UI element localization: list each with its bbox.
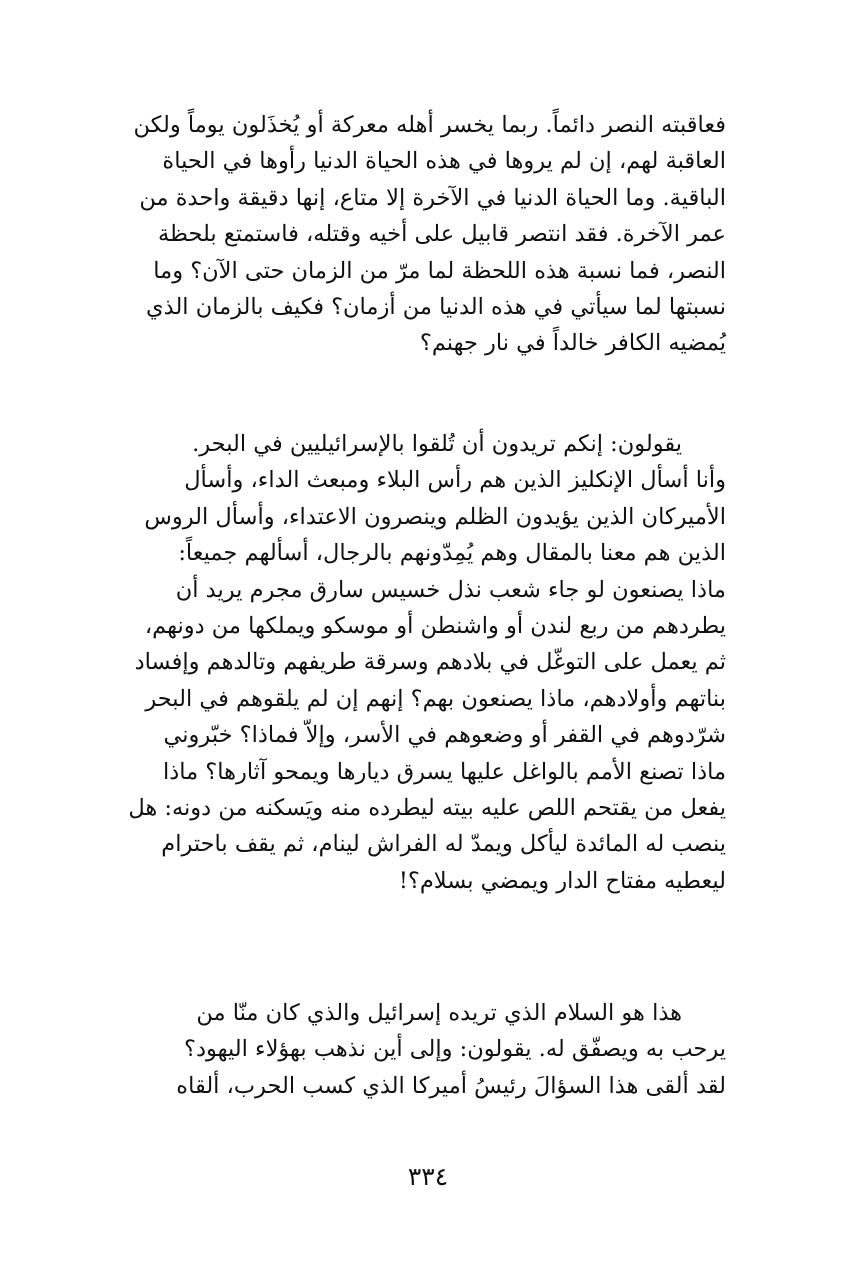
text-line: شرّدوهم في القفر أو وضعوهم في الأسر، وإلاّ فماذا؟ خبّروني xyxy=(163,722,726,749)
text-line: عمر الآخرة. فقد انتصر قابيل على أخيه وقتله، فاستمتع بلحظة xyxy=(157,221,726,248)
text-line: الباقية. وما الحياة الدنيا في الآخرة إلا متاع، إنها دقيقة واحدة من xyxy=(139,184,726,211)
text-line: الذين هم معنا بالمقال وهم يُمِدّونهم بالرجال، أسألهم جميعاً: xyxy=(178,540,726,567)
text-line: وأنا أسأل الإنكليز الذين هم رأس البلاء ومبعث الداء، وأسأل xyxy=(184,467,726,494)
paragraph-1 xyxy=(116,107,726,362)
text-line: ماذا تصنع الأمم بالواغل عليها يسرق ديارها ويمحو آثارها؟ ماذا xyxy=(162,758,726,785)
text-line: يُمضيه الكافر خالداً في نار جهنم؟ xyxy=(419,330,726,357)
text-line: يفعل من يقتحم اللص عليه بيته ليطرده منه ويَسكنه من دونه: هل xyxy=(128,795,726,822)
text-line: ينصب له المائدة ليأكل ويمدّ له الفراش لينام، ثم يقف باحترام xyxy=(161,831,726,858)
text-line: يطردهم من ربع لندن أو واشنطن أو موسكو ويملكها من دونهم، xyxy=(144,613,726,640)
text-line: الأميركان الذين يؤيدون الظلم وينصرون الاعتداء، وأسأل الروس xyxy=(144,503,726,530)
paragraph-2 xyxy=(116,426,726,899)
paragraph-3 xyxy=(116,995,726,1104)
text-line: فعاقبته النصر دائماً. ربما يخسر أهله معركة أو يُخذَلون يوماً ولكن xyxy=(133,112,726,138)
text-line: ثم يعمل على التوغّل في بلادهم وسرقة طريفهم وتالدهم وإفساد xyxy=(134,649,726,676)
text-line: ليعطيه مفتاح الدار ويمضي بسلام؟! xyxy=(398,867,726,894)
text-line: يقولون: إنكم تريدون أن تُلقوا بالإسرائيليين في البحر. xyxy=(192,431,682,457)
text-line: العاقبة لهم، إن لم يروها في هذه الحياة الدنيا رأوها في الحياة xyxy=(162,148,726,175)
text-line: النصر، فما نسبة هذه اللحظة لما مرّ من الزمان حتى الآن؟ وما xyxy=(153,257,726,284)
text-line: يرحب به ويصفّق له. يقولون: وإلى أين نذهب بهؤلاء اليهود؟ xyxy=(184,1036,726,1063)
text-line: لقد ألقى هذا السؤالَ رئيسُ أميركا الذي كسب الحرب، ألقاه xyxy=(176,1072,726,1099)
text-line: بناتهم وأولادهم، ماذا يصنعون بهم؟ إنهم إن لم يلقوهم في البحر xyxy=(145,685,726,712)
text-line: هذا هو السلام الذي تريده إسرائيل والذي كان منّا من xyxy=(196,1000,682,1026)
text-line: نسبتها لما سيأتي في هذه الدنيا من أزمان؟ فكيف بالزمان الذي xyxy=(146,294,726,321)
page-number: ٣٣٤ xyxy=(407,1162,449,1191)
text-line: ماذا يصنعون لو جاء شعب نذل خسيس سارق مجرم يريد أن xyxy=(175,576,726,603)
